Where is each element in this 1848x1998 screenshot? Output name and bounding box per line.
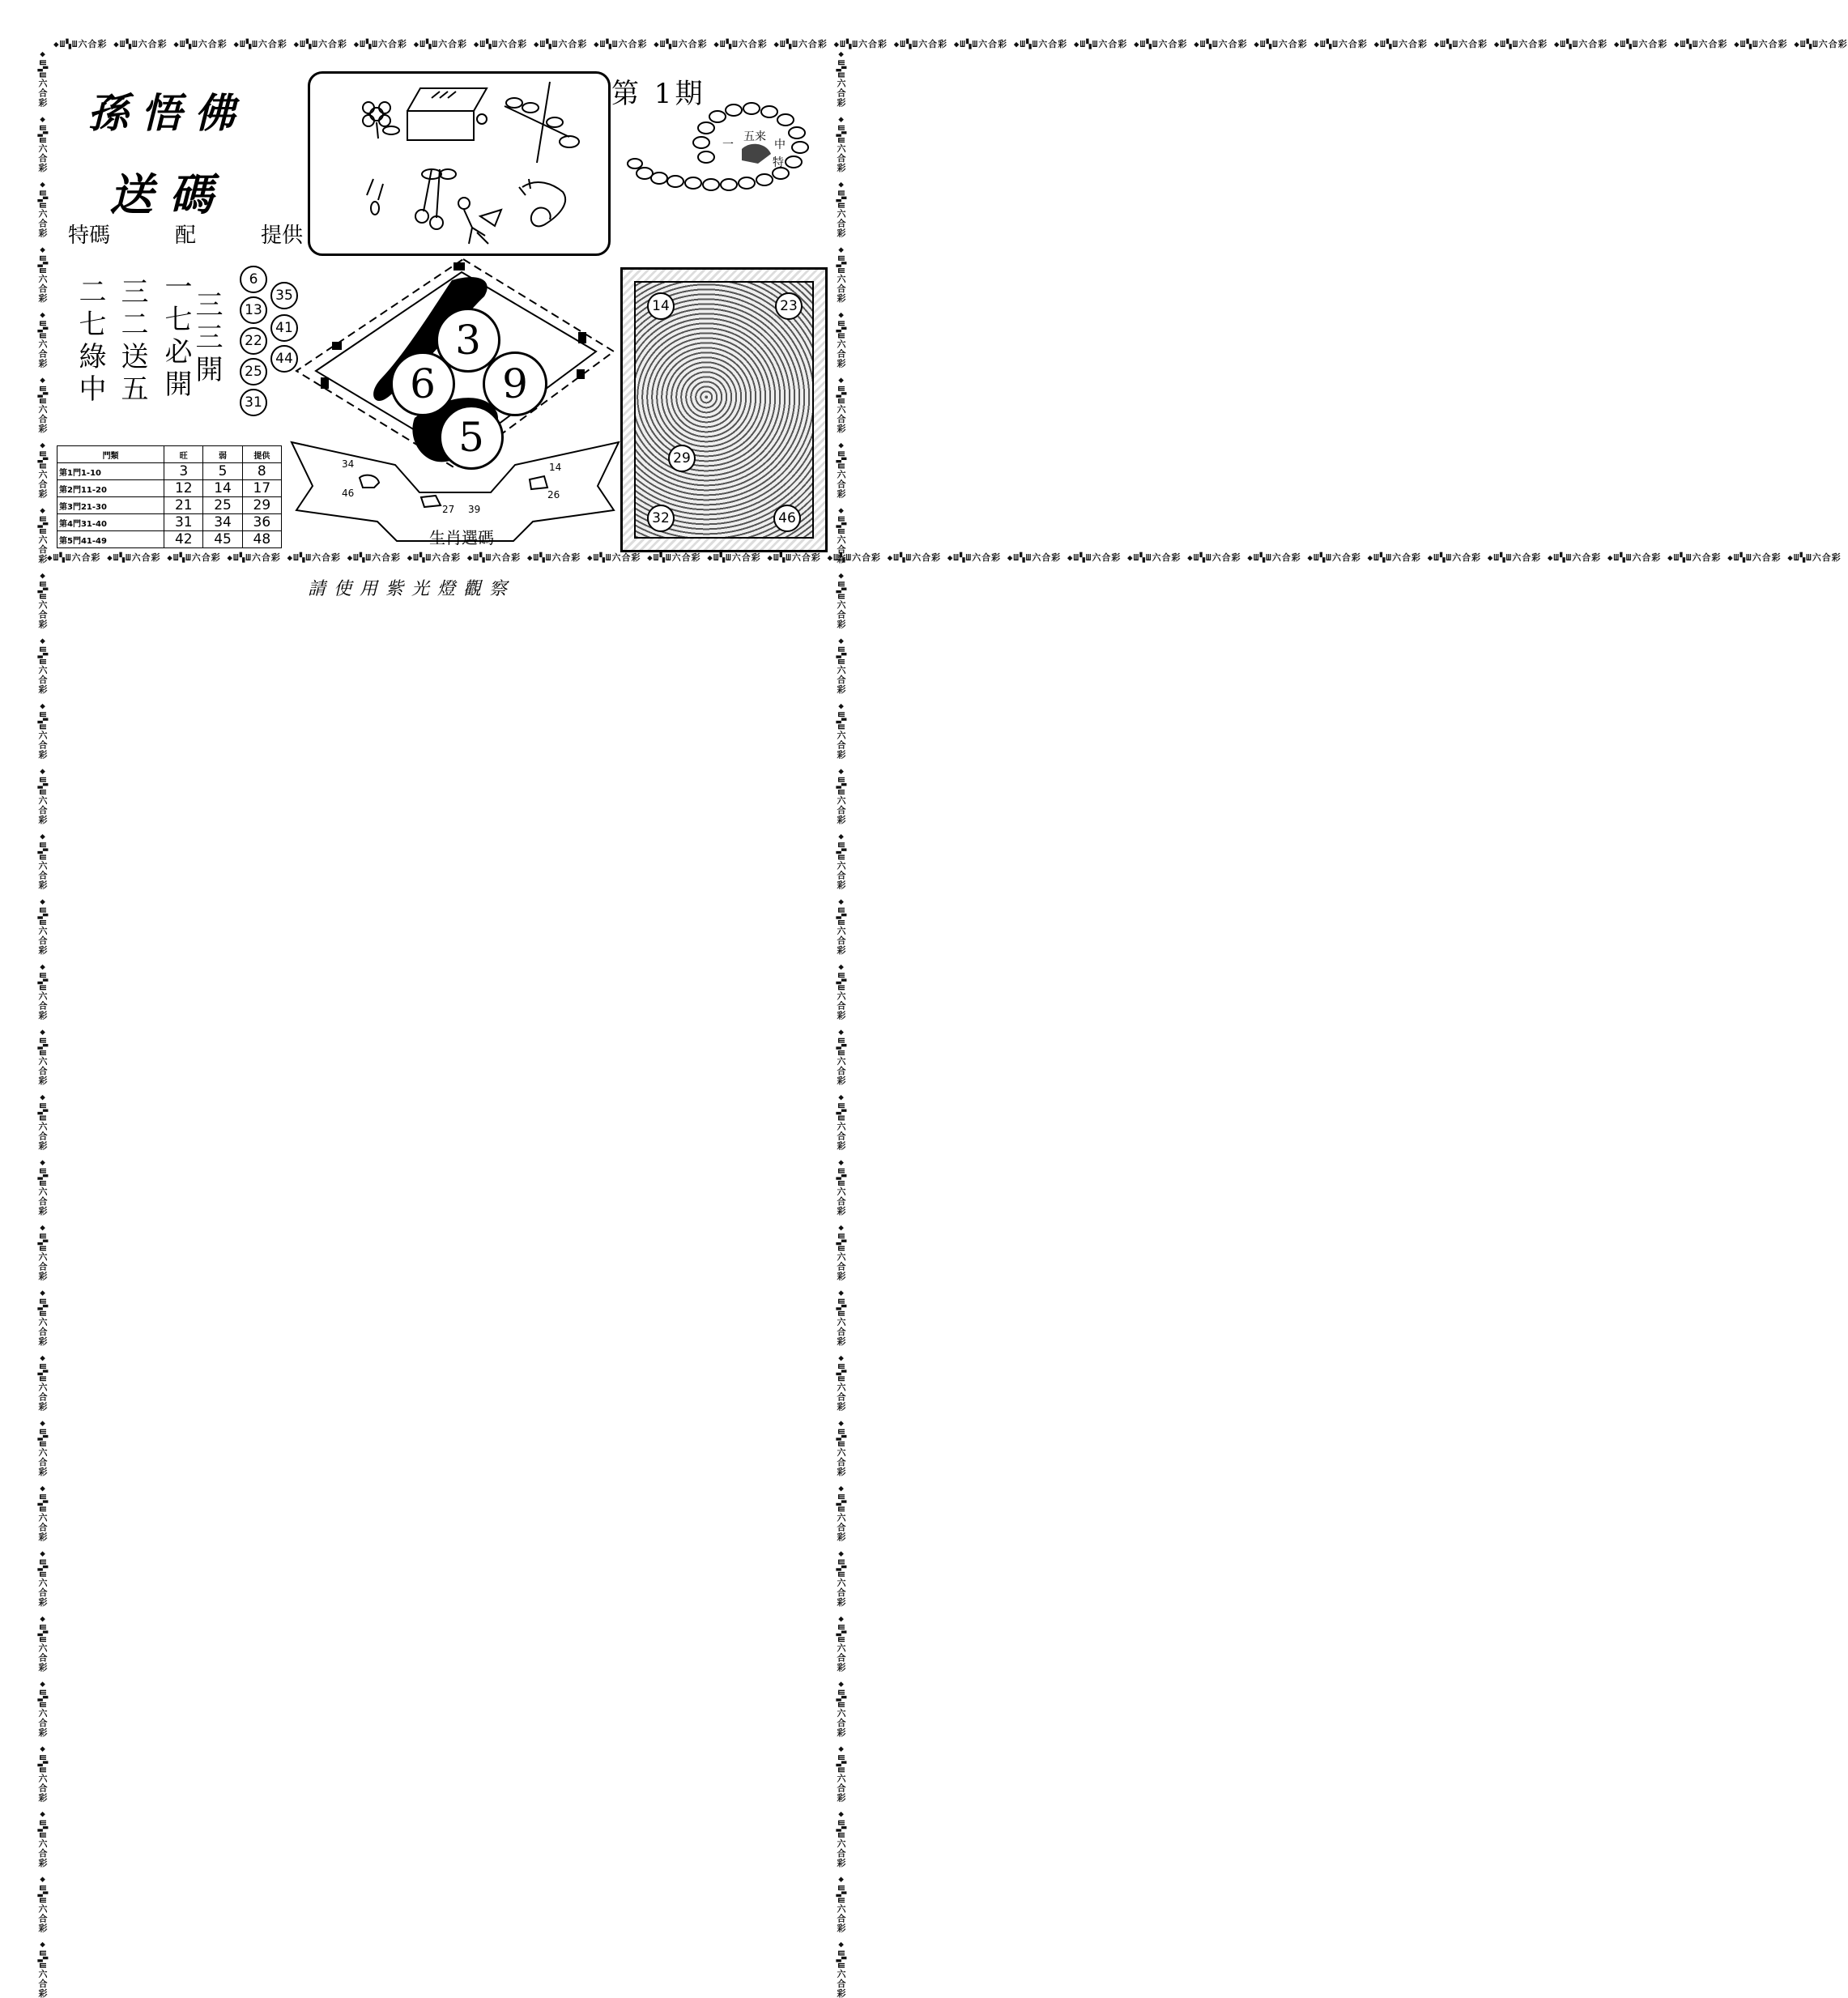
zodiac-number: 34 <box>342 458 355 470</box>
border-left: ◆Ш▚Ш六合彩 ◆Ш▚Ш六合彩 ◆Ш▚Ш六合彩 ◆Ш▚Ш六合彩 ◆Ш▚Ш六合彩 ◆Ш▚Ш六合彩 ◆Ш▚Ш六合彩 ◆Ш▚Ш六合彩 ◆Ш▚Ш六合彩 ◆Ш▚Ш六合彩 ◆Ш▚Ш六合彩 ◆Ш▚Ш六合彩 ◆Ш▚Ш六合彩 ◆Ш▚Ш六合彩 ◆Ш▚Ш六合彩 ◆Ш▚Ш六合彩 ◆Ш▚Ш六合彩 ◆Ш▚Ш六合彩 ◆Ш▚Ш六合彩 ◆Ш▚Ш六合彩 ◆Ш▚Ш六合彩 ◆Ш▚Ш六合彩 ◆Ш▚Ш六合彩 ◆Ш▚Ш六合彩 ◆Ш▚Ш六合彩 ◆Ш▚Ш六合彩 ◆Ш▚Ш六合彩 ◆Ш▚Ш六合彩 ◆Ш▚Ш六合彩 ◆Ш▚Ш六合彩 <box>37 49 48 1998</box>
circled-number: 25 <box>240 358 267 386</box>
riddle-picture-panel <box>308 71 611 256</box>
table-cell: 第3門21-30 <box>57 497 164 514</box>
provide-middle: 配 <box>174 224 196 248</box>
branch-icon <box>505 82 579 163</box>
flower-icon <box>363 102 399 138</box>
border-bottom: ◆Ш▚Ш六合彩 ◆Ш▚Ш六合彩 ◆Ш▚Ш六合彩 ◆Ш▚Ш六合彩 ◆Ш▚Ш六合彩 ◆Ш▚Ш六合彩 ◆Ш▚Ш六合彩 ◆Ш▚Ш六合彩 ◆Ш▚Ш六合彩 ◆Ш▚Ш六合彩 ◆Ш▚Ш六合彩 ◆Ш▚Ш六合彩 ◆Ш▚Ш六合彩 ◆Ш▚Ш六合彩 ◆Ш▚Ш六合彩 ◆Ш▚Ш六合彩 ◆Ш▚Ш六合彩 ◆Ш▚Ш六合彩 ◆Ш▚Ш六合彩 ◆Ш▚Ш六合彩 ◆Ш▚Ш六合彩 ◆Ш▚Ш六合彩 ◆Ш▚Ш六合彩 ◆Ш▚Ш六合彩 ◆Ш▚Ш六合彩 ◆Ш▚Ш六合彩 ◆Ш▚Ш六合彩 ◆Ш▚Ш六合彩 ◆Ш▚Ш六合彩 ◆Ш▚Ш六合彩 <box>47 552 1842 563</box>
table-cell: 12 <box>164 480 203 497</box>
poem-col-1: 二七綠中 <box>74 277 106 407</box>
table-cell: 48 <box>242 531 281 548</box>
lucky-ball: 9 <box>483 351 547 416</box>
cherry-icon <box>415 169 456 229</box>
table-cell: 5 <box>203 463 242 480</box>
poem-col-3: 一七必開 <box>160 272 192 402</box>
table-cell: 25 <box>203 497 242 514</box>
table-cell: 第1門1-10 <box>57 463 164 480</box>
page-subtitle: 送碼 <box>109 168 229 220</box>
circled-number: 13 <box>240 296 267 324</box>
rooster-icon <box>458 198 501 244</box>
poem-col-2: 三二送五 <box>116 277 148 407</box>
table-header: 門類 <box>57 446 164 463</box>
table-cell: 36 <box>242 514 281 531</box>
bead-text-left: 一 <box>722 138 734 151</box>
bead-text-top: 五来 <box>743 130 766 143</box>
photo-number: 29 <box>668 445 696 472</box>
footer-note: 請使用紫光燈觀察 <box>308 579 516 599</box>
table-row <box>57 463 282 480</box>
dragon-icon <box>519 179 565 226</box>
circled-number: 35 <box>270 282 298 309</box>
number-table <box>57 445 282 548</box>
table-row <box>57 514 282 531</box>
table-cell: 14 <box>203 480 242 497</box>
riddle-drawings <box>310 74 608 253</box>
table-header: 提供 <box>242 446 281 463</box>
table-cell: 第4門31-40 <box>57 514 164 531</box>
table-cell: 21 <box>164 497 203 514</box>
table-cell: 第2門11-20 <box>57 480 164 497</box>
zodiac-number: 39 <box>468 504 481 515</box>
circled-number: 22 <box>240 327 267 355</box>
circled-number: 44 <box>270 345 298 373</box>
table-cell: 45 <box>203 531 242 548</box>
provide-left: 特碼 <box>68 224 111 248</box>
photo-number: 32 <box>647 505 675 532</box>
rain-icon <box>367 179 383 215</box>
zodiac-label: 生肖選碼 <box>429 528 494 547</box>
table-row <box>57 497 282 514</box>
lucky-ball: 3 <box>436 308 500 373</box>
table-cell: 8 <box>242 463 281 480</box>
zodiac-number: 26 <box>547 489 560 501</box>
lucky-ball: 6 <box>390 351 455 416</box>
table-cell: 31 <box>164 514 203 531</box>
border-right: ◆Ш▚Ш六合彩 ◆Ш▚Ш六合彩 ◆Ш▚Ш六合彩 ◆Ш▚Ш六合彩 ◆Ш▚Ш六合彩 ◆Ш▚Ш六合彩 ◆Ш▚Ш六合彩 ◆Ш▚Ш六合彩 ◆Ш▚Ш六合彩 ◆Ш▚Ш六合彩 ◆Ш▚Ш六合彩 ◆Ш▚Ш六合彩 ◆Ш▚Ш六合彩 ◆Ш▚Ш六合彩 ◆Ш▚Ш六合彩 ◆Ш▚Ш六合彩 ◆Ш▚Ш六合彩 ◆Ш▚Ш六合彩 ◆Ш▚Ш六合彩 ◆Ш▚Ш六合彩 ◆Ш▚Ш六合彩 ◆Ш▚Ш六合彩 ◆Ш▚Ш六合彩 ◆Ш▚Ш六合彩 ◆Ш▚Ш六合彩 ◆Ш▚Ш六合彩 ◆Ш▚Ш六合彩 ◆Ш▚Ш六合彩 ◆Ш▚Ш六合彩 ◆Ш▚Ш六合彩 <box>836 49 846 1998</box>
provide-right: 提供 <box>260 224 303 248</box>
border-top: ◆Ш▚Ш六合彩 ◆Ш▚Ш六合彩 ◆Ш▚Ш六合彩 ◆Ш▚Ш六合彩 ◆Ш▚Ш六合彩 ◆Ш▚Ш六合彩 ◆Ш▚Ш六合彩 ◆Ш▚Ш六合彩 ◆Ш▚Ш六合彩 ◆Ш▚Ш六合彩 ◆Ш▚Ш六合彩 ◆Ш▚Ш六合彩 ◆Ш▚Ш六合彩 ◆Ш▚Ш六合彩 ◆Ш▚Ш六合彩 ◆Ш▚Ш六合彩 ◆Ш▚Ш六合彩 ◆Ш▚Ш六合彩 ◆Ш▚Ш六合彩 ◆Ш▚Ш六合彩 ◆Ш▚Ш六合彩 ◆Ш▚Ш六合彩 ◆Ш▚Ш六合彩 ◆Ш▚Ш六合彩 ◆Ш▚Ш六合彩 ◆Ш▚Ш六合彩 ◆Ш▚Ш六合彩 ◆Ш▚Ш六合彩 ◆Ш▚Ш六合彩 ◆Ш▚Ш六合彩 <box>53 39 1848 49</box>
circled-number: 41 <box>270 314 298 342</box>
bead-necklace <box>628 100 815 206</box>
uv-photo-panel <box>620 267 828 552</box>
table-cell: 29 <box>242 497 281 514</box>
table-header: 弱 <box>203 446 242 463</box>
table-cell: 17 <box>242 480 281 497</box>
table-cell: 42 <box>164 531 203 548</box>
zodiac-number: 46 <box>342 488 355 499</box>
necklace-drawing <box>628 100 815 206</box>
table-row <box>57 480 282 497</box>
photo-number: 46 <box>773 505 801 532</box>
page-title: 孫悟佛 <box>87 89 248 137</box>
poem-col-4: 三三開 <box>190 290 223 387</box>
table-cell: 3 <box>164 463 203 480</box>
zodiac-number: 27 <box>442 504 455 515</box>
provide-row <box>68 219 303 249</box>
issue-number: 第 1期 <box>611 78 706 110</box>
zodiac-number: 14 <box>549 462 562 473</box>
table-cell: 34 <box>203 514 242 531</box>
circled-number: 6 <box>240 266 267 293</box>
table-header: 旺 <box>164 446 203 463</box>
table-header-row <box>57 446 282 463</box>
photo-number: 14 <box>647 292 675 320</box>
table-row <box>57 531 282 548</box>
house-icon <box>407 88 487 140</box>
photo-number: 23 <box>775 292 803 320</box>
bead-text-bottom: 特 <box>773 156 784 169</box>
lucky-ball: 5 <box>439 405 504 470</box>
circled-number: 31 <box>240 389 267 416</box>
bead-text-right: 中 <box>774 138 786 151</box>
table-cell: 第5門41-49 <box>57 531 164 548</box>
rooster-icon <box>742 144 771 164</box>
